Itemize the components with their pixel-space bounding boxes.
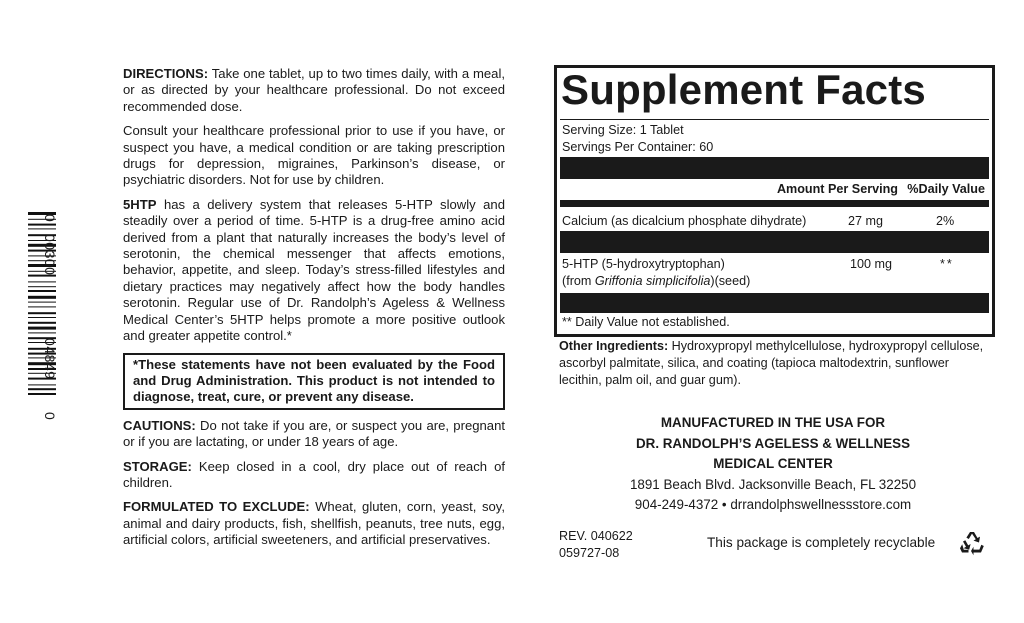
barcode-bar <box>28 306 56 307</box>
nutrient-name-5htp: 5-HTP (5-hydroxytryptophan) <box>562 257 725 271</box>
barcode-bar <box>28 224 56 226</box>
daily-value-footnote: ** Daily Value not established. <box>562 315 730 329</box>
thick-divider-2 <box>560 200 989 207</box>
htp-text: has a delivery system that releases 5-HTP slowly and steadily over a period of time. 5-HTP is a drug-free amino acid derived from a plant that naturally increases the body’s level of serotonin, the chemical messenger that affects emotions, behavior, appetite, and sleep. Today’s stress-filled lifestyles and dietary practices may negatively affect how the body handles serotonin. Regular use of Dr. Randolph’s Ageless & Wellness Medical Center’s 5HTP helps promote a more positive outlook and greater appetite control.* <box>123 196 505 344</box>
barcode-digit-group-2: 04849 <box>42 338 58 380</box>
servings-per-container: Servings Per Container: 60 <box>562 140 714 154</box>
htp-paragraph <box>123 197 505 345</box>
serving-size: Serving Size: 1 Tablet <box>562 123 684 137</box>
barcode-bar <box>28 281 56 282</box>
revision-code: 059727-08 <box>559 546 620 560</box>
revision-number: REV. 040622 <box>559 529 633 543</box>
barcode-bar <box>28 393 56 395</box>
manufacturer-line-3: MEDICAL CENTER <box>713 456 833 471</box>
thick-divider-4 <box>560 293 989 313</box>
source-species: Griffonia simplicifolia <box>594 274 711 288</box>
barcode-bar <box>28 332 56 333</box>
barcode-bar <box>28 302 56 303</box>
storage-paragraph <box>123 459 505 492</box>
nutrient-amount-calcium: 27 mg <box>848 214 884 228</box>
exclude-paragraph <box>123 499 505 548</box>
barcode-bar <box>28 312 56 314</box>
storage-text: Keep closed in a cool, dry place out of reach of children. <box>123 458 505 490</box>
header-amount: Amount Per Serving <box>776 182 898 196</box>
barcode-bar <box>28 290 56 292</box>
barcode-digit-leading: 0 <box>42 214 58 223</box>
thick-divider-3 <box>560 231 989 253</box>
recycle-icon-graphic <box>958 529 986 557</box>
recycle-icon <box>958 529 986 557</box>
consult-paragraph: Consult your healthcare professional prior to use if you have, or suspect you have, a medical condition or are taking prescription drugs for depression, migraines, Parkinson’s disease, or psychiatric disorders. Not for use by children. <box>123 123 505 188</box>
manufacturer-block <box>559 413 987 516</box>
other-ingredients-text: Hydroxypropyl methylcellulose, hydroxypropyl cellulose, ascorbyl palmitate, silica, and coating (tapioca maltodextrin, sunflower lecithin, palm oil, and guar gum). <box>559 339 984 387</box>
nutrient-amount-5htp: 100 mg <box>850 257 893 271</box>
barcode-digit-trailing: 0 <box>42 412 58 421</box>
header-daily-value: %Daily Value <box>907 182 985 196</box>
title-rule <box>560 119 989 120</box>
directions-label: DIRECTIONS: <box>123 66 209 81</box>
manufacturer-line-1: MANUFACTURED IN THE USA FOR <box>660 415 886 430</box>
nutrient-name-calcium: Calcium (as dicalcium phosphate dihydrate) <box>562 214 807 228</box>
recyclable-statement: This package is completely recyclable <box>707 535 936 550</box>
thick-divider-1 <box>560 157 989 179</box>
barcode-bar <box>28 317 56 318</box>
cautions-paragraph <box>123 418 505 451</box>
barcode-digit-group-1: 00300 <box>42 234 58 276</box>
barcode-bar <box>28 388 56 390</box>
fda-statement-box: *These statements have not been evaluated by the Food and Drug Administration. This product is not intended to diagnose, treat, cure, or prevent any disease. <box>123 353 505 410</box>
barcode-bar <box>28 228 56 229</box>
htp-label: 5HTP <box>123 196 157 212</box>
manufacturer-address: 1891 Beach Blvd. Jacksonville Beach, FL 32250 <box>629 476 917 492</box>
other-ingredients <box>559 338 987 389</box>
nutrient-source-5htp <box>562 274 750 288</box>
cautions-label: CAUTIONS: <box>123 417 196 433</box>
manufacturer-line-2: DR. RANDOLPH’S AGELESS & WELLNESS <box>635 435 911 451</box>
exclude-label: FORMULATED TO EXCLUDE: <box>123 499 310 515</box>
barcode-bar <box>28 327 56 330</box>
storage-label: STORAGE: <box>123 458 192 474</box>
nutrient-dv-5htp: ** <box>940 257 954 271</box>
revision-block <box>559 528 633 562</box>
directions-text: Take one tablet, up to two times daily, with a meal, or as directed by your healthcare professional. Do not exceed recommended dose. <box>123 66 505 114</box>
source-suffix: )(seed) <box>710 274 751 288</box>
supplement-facts-panel <box>554 65 995 337</box>
left-column <box>123 66 505 557</box>
exclude-text: Wheat, gluten, corn, yeast, soy, animal and dairy products, fish, shellfish, peanuts, tree nuts, egg, artificial colors, artificial sweeteners, and artificial preservatives. <box>123 499 505 548</box>
manufacturer-contact: 904-249-4372 • drrandolphswellnessstore.com <box>634 497 912 512</box>
barcode-bar <box>28 322 56 324</box>
barcode <box>28 212 80 426</box>
nutrient-dv-calcium: 2% <box>936 214 955 228</box>
barcode-bar <box>28 384 56 385</box>
directions-paragraph <box>123 66 505 115</box>
barcode-bar <box>28 296 56 299</box>
supplement-facts-title: Supplement Facts <box>561 66 926 113</box>
other-ingredients-label: Other Ingredients: <box>559 339 669 353</box>
source-prefix: (from <box>562 274 595 288</box>
barcode-bar <box>28 286 56 287</box>
cautions-text: Do not take if you are, or suspect you are, pregnant or if you are lactating, or under 18 years of age. <box>123 417 505 450</box>
